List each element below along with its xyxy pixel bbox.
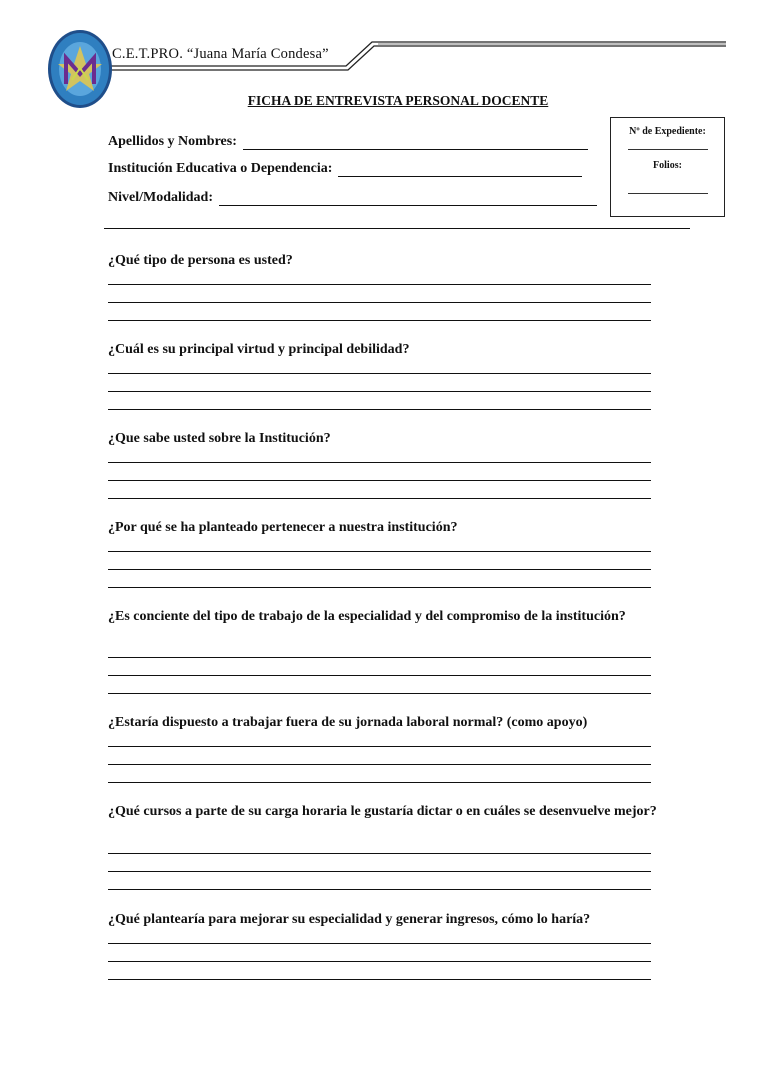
nivel-modalidad-input[interactable] bbox=[219, 194, 597, 206]
answer-line[interactable] bbox=[108, 391, 651, 392]
answer-line[interactable] bbox=[108, 853, 651, 854]
answer-line[interactable] bbox=[108, 498, 651, 499]
answer-line[interactable] bbox=[108, 587, 651, 588]
answer-line[interactable] bbox=[108, 409, 651, 410]
answer-line[interactable] bbox=[108, 889, 651, 890]
answer-line[interactable] bbox=[108, 693, 651, 694]
folios-label: Folios: bbox=[653, 160, 682, 171]
question-7: ¿Qué cursos a parte de su carga horaria le gustaría dictar o en cuáles se desenvuelve mejor? bbox=[108, 804, 657, 819]
institucion-input[interactable] bbox=[338, 165, 582, 177]
answer-line[interactable] bbox=[108, 302, 651, 303]
answer-line[interactable] bbox=[108, 871, 651, 872]
apellidos-nombres-input[interactable] bbox=[243, 138, 588, 150]
answer-line[interactable] bbox=[108, 284, 651, 285]
answer-line[interactable] bbox=[108, 462, 651, 463]
answer-line[interactable] bbox=[108, 943, 651, 944]
answer-line[interactable] bbox=[108, 961, 651, 962]
answer-line[interactable] bbox=[108, 764, 651, 765]
answer-line[interactable] bbox=[108, 782, 651, 783]
expediente-label: Nº de Expediente: bbox=[629, 126, 706, 137]
field-apellidos-nombres bbox=[108, 134, 588, 150]
answer-line[interactable] bbox=[108, 979, 651, 980]
question-2: ¿Cuál es su principal virtud y principal debilidad? bbox=[108, 342, 410, 357]
expediente-input[interactable] bbox=[628, 149, 708, 150]
question-8: ¿Qué plantearía para mejorar su especialidad y generar ingresos, cómo lo haría? bbox=[108, 912, 591, 927]
question-6: ¿Estaría dispuesto a trabajar fuera de su jornada laboral normal? (como apoyo) bbox=[108, 715, 588, 730]
field-institucion bbox=[108, 161, 582, 177]
expediente-box bbox=[610, 117, 725, 217]
institution-name: C.E.T.PRO. “Juana María Condesa” bbox=[112, 46, 329, 62]
form-title: FICHA DE ENTREVISTA PERSONAL DOCENTE bbox=[247, 93, 549, 108]
field-label: Nivel/Modalidad: bbox=[108, 190, 214, 205]
question-4: ¿Por qué se ha planteado pertenecer a nuestra institución? bbox=[108, 520, 458, 535]
answer-line[interactable] bbox=[108, 569, 651, 570]
answer-line[interactable] bbox=[108, 320, 651, 321]
question-3: ¿Que sabe usted sobre la Institución? bbox=[108, 431, 331, 446]
answer-line[interactable] bbox=[108, 675, 651, 676]
answer-line[interactable] bbox=[108, 373, 651, 374]
field-label: Apellidos y Nombres: bbox=[108, 134, 237, 149]
answer-line[interactable] bbox=[108, 480, 651, 481]
question-5: ¿Es conciente del tipo de trabajo de la especialidad y del compromiso de la institución? bbox=[108, 609, 626, 624]
field-label: Institución Educativa o Dependencia: bbox=[108, 161, 333, 176]
header-rule bbox=[0, 0, 768, 80]
answer-line[interactable] bbox=[108, 551, 651, 552]
answer-line[interactable] bbox=[108, 746, 651, 747]
field-nivel-modalidad bbox=[108, 190, 597, 206]
answer-line[interactable] bbox=[108, 657, 651, 658]
section-divider bbox=[104, 228, 690, 229]
question-1: ¿Qué tipo de persona es usted? bbox=[108, 253, 293, 268]
folios-input[interactable] bbox=[628, 193, 708, 194]
